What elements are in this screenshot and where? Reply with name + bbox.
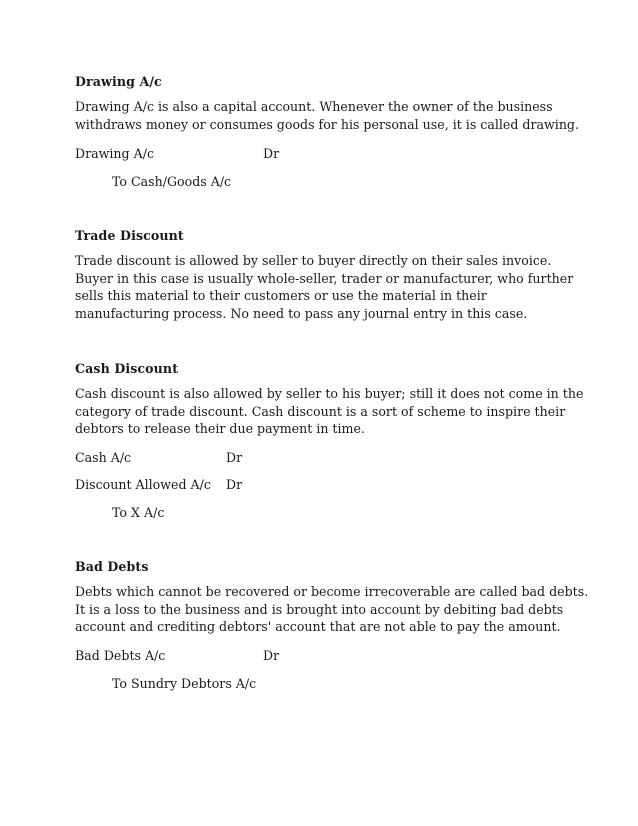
text-line: category of trade discount. Cash discount is a sort of scheme to inspire their	[75, 403, 566, 419]
text-line: Debts which cannot be recovered or become irrecoverable are called bad debts.	[75, 584, 589, 599]
section-text-drawing	[75, 98, 579, 133]
journal-entry-account: Bad Debts A/c	[75, 648, 166, 663]
text-line: Buyer in this case is usually whole-seller, trader or manufacturer, who further	[75, 270, 574, 286]
text-line: Drawing A/c is also a capital account. Whenever the owner of the business	[75, 99, 553, 114]
section-heading-trade-discount: Trade Discount	[75, 228, 184, 243]
text-line: Cash discount is also allowed by seller to his buyer; still it does not come in the	[75, 386, 584, 401]
text-line: manufacturing process. No need to pass any journal entry in this case.	[75, 305, 528, 321]
journal-entry-side: Dr	[226, 450, 243, 465]
section-text-cash-discount	[75, 385, 584, 438]
journal-entry-side: Dr	[263, 648, 280, 663]
section-heading-drawing: Drawing A/c	[75, 74, 162, 89]
text-line: sells this material to their customers or use the material in their	[75, 288, 487, 303]
journal-entry-account: To Cash/Goods A/c	[112, 174, 232, 189]
section-text-bad-debts	[75, 583, 589, 636]
section-text-trade-discount	[75, 252, 574, 322]
section-heading-bad-debts: Bad Debts	[75, 559, 149, 574]
text-line: Trade discount is allowed by seller to buyer directly on their sales invoice.	[75, 253, 552, 268]
section-heading-cash-discount: Cash Discount	[75, 361, 179, 376]
text-line: It is a loss to the business and is brought into account by debiting bad debts	[75, 601, 564, 617]
journal-entry-account: To Sundry Debtors A/c	[112, 676, 257, 691]
journal-entry-side: Dr	[263, 146, 280, 161]
journal-entry-side: Dr	[226, 477, 243, 492]
text-line: account and crediting debtors' account that are not able to pay the amount.	[75, 619, 561, 634]
journal-entry-account: Discount Allowed A/c	[75, 477, 211, 492]
journal-entry-account: To X A/c	[112, 505, 165, 520]
text-line: debtors to release their due payment in time.	[75, 421, 365, 436]
journal-entry-account: Drawing A/c	[75, 146, 154, 161]
text-line: withdraws money or consumes goods for his personal use, it is called drawing.	[75, 116, 579, 132]
journal-entry-account: Cash A/c	[75, 450, 132, 465]
